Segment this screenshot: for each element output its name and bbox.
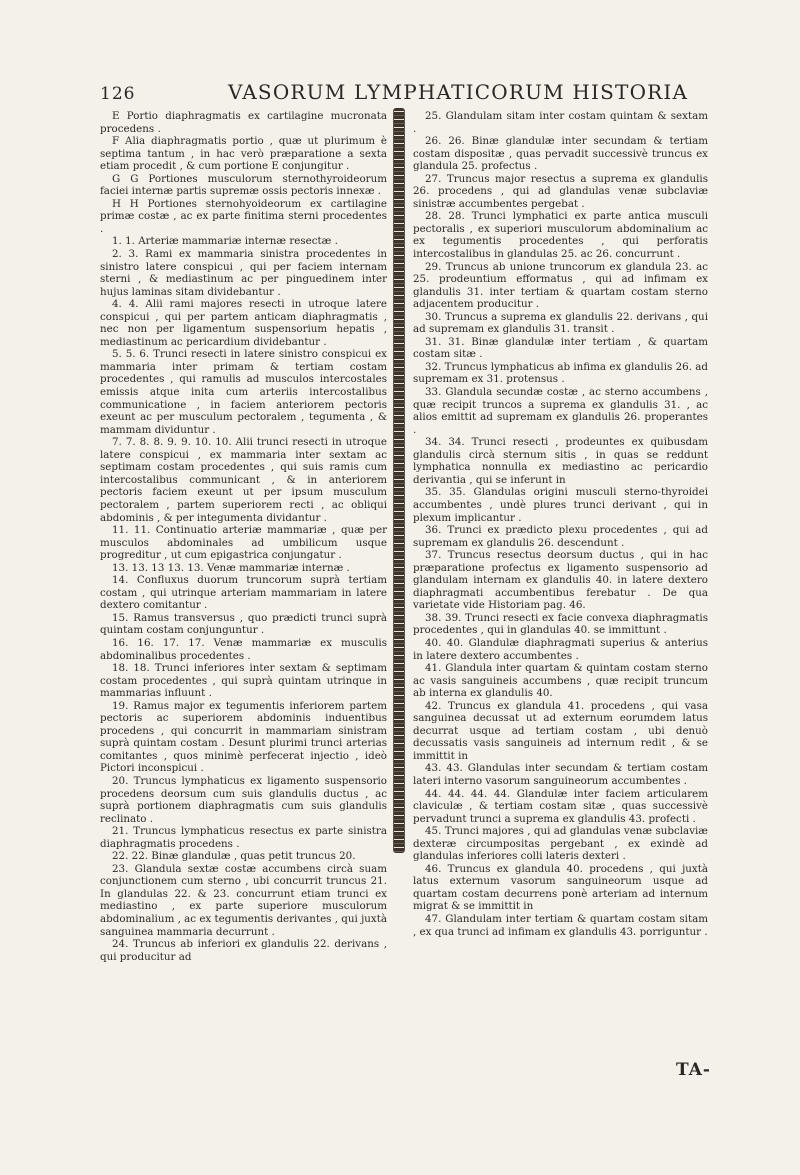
paragraph: F Alia diaphragmatis portio , quæ ut plurimum è septima tantum , in hac verò præparatione a sexta etiam procedit , & cum portione E conjungitur .	[100, 135, 387, 173]
paragraph: 4. 4. Alii rami majores resecti in utroque latere conspicui , qui per partem anticam diaphragmatis , nec non per ligamentum suspensorium hepatis , mediastinum ac pericardium dividebantur .	[100, 298, 387, 348]
paragraph: 43. 43. Glandulas inter secundam & tertiam costam lateri interno vasorum sanguineorum accumbentes .	[413, 762, 708, 787]
paragraph: 23. Glandula sextæ costæ accumbens circà suam conjunctionem cum sterno , ubi concurrit truncus 21. In glandulas 22. & 23. concurrunt etiam trunci ex mediastino , ex parte superiore musculorum abdominalium , ac ex tegumentis derivantes , qui juxtà sanguinea mammaria decurrunt .	[100, 862, 387, 938]
paragraph: 33. Glandula secundæ costæ , ac sterno accumbens , quæ recipit truncos a suprema ex glandulis 31. , ac alios emittit ad supremam ex glandulis 26. properantes .	[413, 386, 708, 436]
paragraph: 37. Truncus resectus deorsum ductus , qui in hac præparatione profectus ex ligamento suspensorio ad glandulam internam ex glandulis 40. in latere dextero diaphragmati accumbentibus ferebatur . De qua varietate vide Historiam pag. 46.	[413, 549, 708, 612]
paragraph: 32. Truncus lymphaticus ab infima ex glandulis 26. ad supremam ex 31. protensus .	[413, 360, 708, 386]
paragraph: 16. 16. 17. 17. Venæ mammariæ ex musculis abdominalibus procedentes .	[100, 636, 387, 662]
catchword: TA-	[676, 1060, 711, 1080]
paragraph: 11. 11. Continuatio arteriæ mammariæ , quæ per musculos abdominales ad umbilicum usque progreditur , ut cum epigastrica conjungatur .	[100, 524, 387, 562]
right-text-column	[413, 110, 708, 938]
paragraph: 25. Glandulam sitam inter costam quintam & sextam .	[413, 110, 708, 135]
paragraph: 36. Trunci ex prædicto plexu procedentes , qui ad supremam ex glandulis 26. descendunt .	[413, 524, 708, 549]
paragraph: 45. Trunci majores , qui ad glandulas venæ subclaviæ dexteræ circumpositas pergebant , ex exindè ad glandulas inferiores colli lateris dexteri .	[413, 825, 708, 863]
paragraph: 30. Truncus a suprema ex glandulis 22. derivans , qui ad supremam ex glandulis 31. transit .	[413, 310, 708, 336]
running-title: VASORUM LYMPHATICORUM HISTORIA	[228, 80, 689, 104]
paragraph: 47. Glandulam inter tertiam & quartam costam sitam , ex qua trunci ad infimam ex glandulis 43. porriguntur .	[413, 913, 708, 938]
paragraph: 27. Truncus major resectus a suprema ex glandulis 26. procedens , qui ad glandulas venæ subclaviæ sinistræ accumbentes pergebat .	[413, 172, 708, 210]
left-text-column	[100, 110, 387, 963]
paragraph: G G Portiones musculorum sternothyroideorum faciei internæ partis supremæ ossis pectoris innexæ .	[100, 172, 387, 198]
paragraph: E Portio diaphragmatis ex cartilagine mucronata procedens .	[100, 110, 387, 135]
paragraph: 19. Ramus major ex tegumentis inferiorem partem pectoris ac superiorem abdominis induentibus procedens , qui concurrit in mammariam sinistram suprà quintam costam . Desunt plurimi trunci arterias comitantes , quos minimè perfecerat injectio , ideò Pictori inconspicui .	[100, 699, 387, 775]
paragraph: 15. Ramus transversus , quo prædicti trunci suprà quintam costam conjunguntur .	[100, 611, 387, 637]
paragraph: 34. 34. Trunci resecti , prodeuntes ex quibusdam glandulis circà sternum sitis , in quas se reddunt lymphatica nonnulla ex mediastino ac pericardio derivantia , qui se inferunt in	[413, 436, 708, 486]
paragraph: 42. Truncus ex glandula 41. procedens , qui vasa sanguinea decussat ut ad externum eorumdem latus decurrat usque ad tertiam costam , ubi denuò decussatis vasis sanguineis ad internum redit , & se immittit in	[413, 699, 708, 762]
paragraph: 28. 28. Trunci lymphatici ex parte antica musculi pectoralis , ex superiori musculorum abdominalium ac ex tegumentis procedentes , qui perforatis intercostalibus in glandulas 25. ac 26. concurrunt .	[413, 210, 708, 261]
paragraph: 26. 26. Binæ glandulæ inter secundam & tertiam costam dispositæ , quas pervadit successivè truncus ex glandula 25. profectus .	[413, 135, 708, 173]
paragraph: 18. 18. Trunci inferiores inter sextam & septimam costam procedentes , qui suprà quintam utrinque in mammarias influunt .	[100, 662, 387, 700]
paragraph: 14. Confluxus duorum truncorum suprà tertiam costam , qui utrinque arteriam mammariam in latere dextero comitantur .	[100, 574, 387, 612]
paragraph: 24. Truncus ab inferiori ex glandulis 22. derivans , qui producitur ad	[100, 938, 387, 963]
paragraph: 2. 3. Rami ex mammaria sinistra procedentes in sinistro latere conspicui , qui per faciem internam sterni , & mediastinum ac per pinguedinem inter hujus laminas sitam dividebantur .	[100, 248, 387, 298]
paragraph: 38. 39. Trunci resecti ex facie convexa diaphragmatis procedentes , qui in glandulas 40. se immittunt .	[413, 611, 708, 637]
paragraph: 21. Truncus lymphaticus resectus ex parte sinistra diaphragmatis procedens .	[100, 825, 387, 850]
paragraph: 5. 5. 6. Trunci resecti in latere sinistro conspicui ex mammaria inter primam & tertiam costam procedentes , qui ramulis ad musculos intercostales emissis atque inita cum arteriis intercostalibus communicatione , in faciem anteriorem pectoris exeunt ac per musculum pectoralem , tegumenta , & mammam dividuntur .	[100, 348, 387, 436]
paragraph: 35. 35. Glandulas origini musculi sterno-thyroidei accumbentes , undè plures trunci derivant , qui in plexum implicantur .	[413, 486, 708, 524]
paragraph: 29. Truncus ab unione truncorum ex glandula 23. ac 25. prodeuntium efformatus , qui ad infimam ex glandulis 31. inter tertiam & quartam costam sterno adjacentem producitur .	[413, 260, 708, 311]
page-number: 126	[100, 84, 136, 104]
paragraph: 1. 1. Arteriæ mammariæ internæ resectæ .	[112, 235, 338, 248]
ornamental-column-divider	[393, 108, 405, 853]
paragraph: 41. Glandula inter quartam & quintam costam sterno ac vasis sanguineis accumbens , quæ recipit truncum ab interna ex glandulis 40.	[413, 662, 708, 700]
paragraph: H H Portiones sternohyoideorum ex cartilagine primæ costæ , ac ex parte finitima sterni procedentes .	[100, 197, 387, 235]
paragraph: 20. Truncus lymphaticus ex ligamento suspensorio procedens deorsum cum suis glandulis ductus , ac suprà portionem diaphragmatis cum suis glandulis reclinato .	[100, 774, 387, 825]
paragraph: 40. 40. Glandulæ diaphragmati superius & anterius in latere dextero accumbentes .	[413, 636, 708, 662]
paragraph: 13. 13. 13 13. 13. Venæ mammariæ internæ .	[112, 561, 350, 574]
paragraph: 7. 7. 8. 8. 9. 9. 10. 10. Alii trunci resecti in utroque latere conspicui , ex mammaria inter sextam ac septimam costam procedentes , qui suis ramis cum intercostalibus communicant , & in anteriorem pectoris faciem exeunt ut per ipsum musculum pectoralem , partem superiorem recti , ac obliqui abdominis , & per integumenta dividantur .	[100, 436, 387, 524]
paragraph: 46. Truncus ex glandula 40. procedens , qui juxtà latus externum vasorum sanguineorum usque ad quartam costam decurrens ponè arteriam ad internum migrat & se immittit in	[413, 862, 708, 913]
paragraph: 22. 22. Binæ glandulæ , quas petit truncus 20.	[112, 850, 356, 863]
paragraph: 31. 31. Binæ glandulæ inter tertiam , & quartam costam sitæ .	[413, 335, 708, 361]
paragraph: 44. 44. 44. 44. Glandulæ inter faciem articularem claviculæ , & tertiam costam sitæ , quas successivè pervadunt trunci a suprema ex glandulis 43. profecti .	[413, 787, 708, 825]
page-header	[0, 78, 800, 112]
